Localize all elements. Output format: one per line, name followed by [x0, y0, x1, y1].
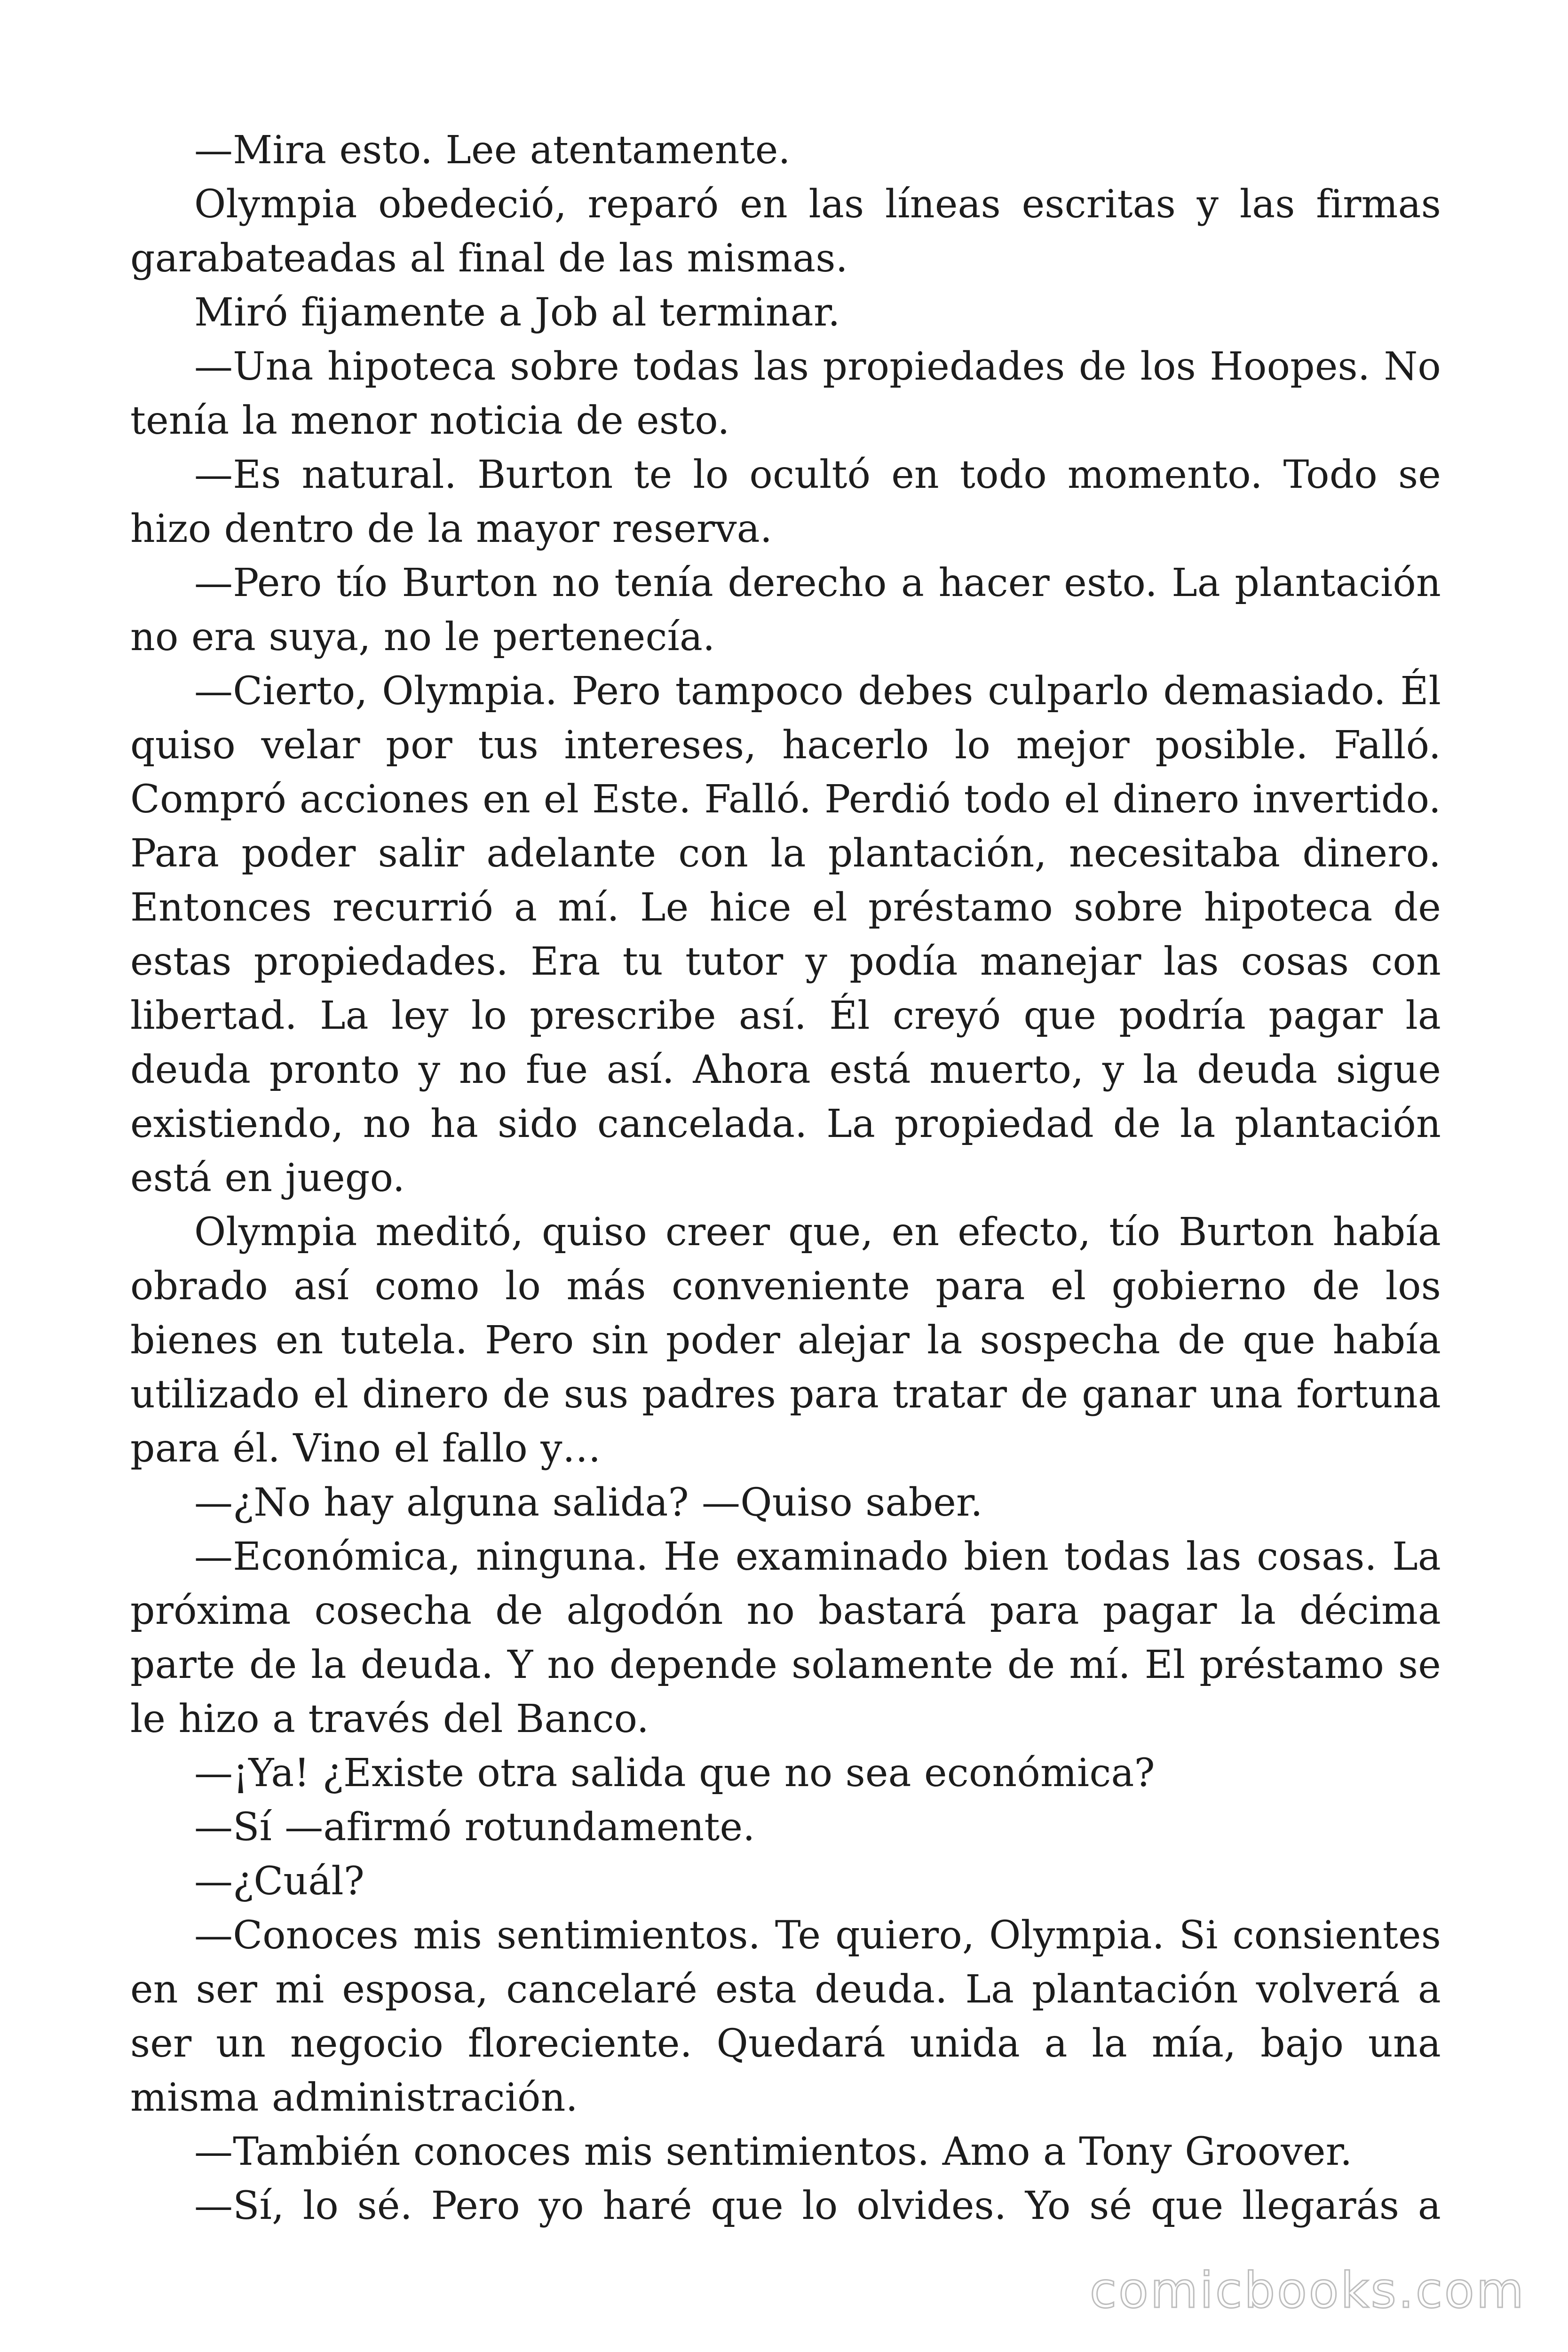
paragraph: Miró fijamente a Job al terminar. — [194, 290, 840, 335]
paragraph: —¡Ya! ¿Existe otra salida que no sea económica? — [194, 1751, 1155, 1796]
paragraph: Olympia obedeció, reparó en las líneas escritas y las firmas garabateadas al final de las mismas. — [130, 182, 1441, 281]
paragraph: —Pero tío Burton no tenía derecho a hacer esto. La plantación no era suya, no le pertenecía. — [130, 561, 1441, 660]
paragraph: Olympia meditó, quiso creer que, en efecto, tío Burton había obrado así como lo más conveniente para el gobierno de los bienes en tutela. Pero sin poder alejar la sospecha de que había utilizado el dinero de sus padres para tratar de ganar una fortuna para él. Vino el fallo y… — [130, 1210, 1441, 1471]
paragraph: —Cierto, Olympia. Pero tampoco debes culparlo demasiado. Él quiso velar por tus intereses, hacerlo lo mejor posible. Falló. Compró acciones en el Este. Falló. Perdió todo el dinero invertido. Para poder salir adelante con la plantación, necesitaba dinero. Entonces recurrió a mí. Le hice el préstamo sobre hipoteca de estas propiedades. Era tu tutor y podía manejar las cosas con libertad. La ley lo prescribe así. Él creyó que podría pagar la deuda pronto y no fue así. Ahora está muerto, y la deuda sigue existiendo, no ha sido cancelada. La propiedad de la plantación está en juego. — [130, 669, 1441, 1200]
paragraph: —Sí, lo sé. Pero yo haré que lo olvides. Yo sé que llegarás a — [194, 2184, 1441, 2228]
paragraph: —Económica, ninguna. He examinado bien todas las cosas. La próxima cosecha de algodón no bastará para pagar la décima parte de la deuda. Y no depende solamente de mí. El préstamo se le hizo a través del Banco. — [130, 1534, 1441, 1741]
paragraph: —Conoces mis sentimientos. Te quiero, Olympia. Si consientes en ser mi esposa, cancelaré esta deuda. La plantación volverá a ser un negocio floreciente. Quedará unida a la mía, bajo una misma administración. — [130, 1913, 1441, 2120]
paragraph: —¿No hay alguna salida? —Quiso saber. — [194, 1480, 983, 1525]
paragraph: —¿Cuál? — [194, 1859, 364, 1904]
book-page-text — [130, 123, 1441, 2233]
paragraph: —Mira esto. Lee atentamente. — [194, 128, 791, 173]
paragraph: —Una hipoteca sobre todas las propiedades de los Hoopes. No tenía la menor noticia de esto. — [130, 344, 1441, 443]
watermark-text: comicbooks.com — [1089, 2262, 1526, 2319]
paragraph: —Es natural. Burton te lo ocultó en todo momento. Todo se hizo dentro de la mayor reserva. — [130, 453, 1441, 551]
paragraph: —También conoces mis sentimientos. Amo a Tony Groover. — [194, 2130, 1353, 2174]
paragraph: —Sí —afirmó rotundamente. — [194, 1805, 755, 1850]
